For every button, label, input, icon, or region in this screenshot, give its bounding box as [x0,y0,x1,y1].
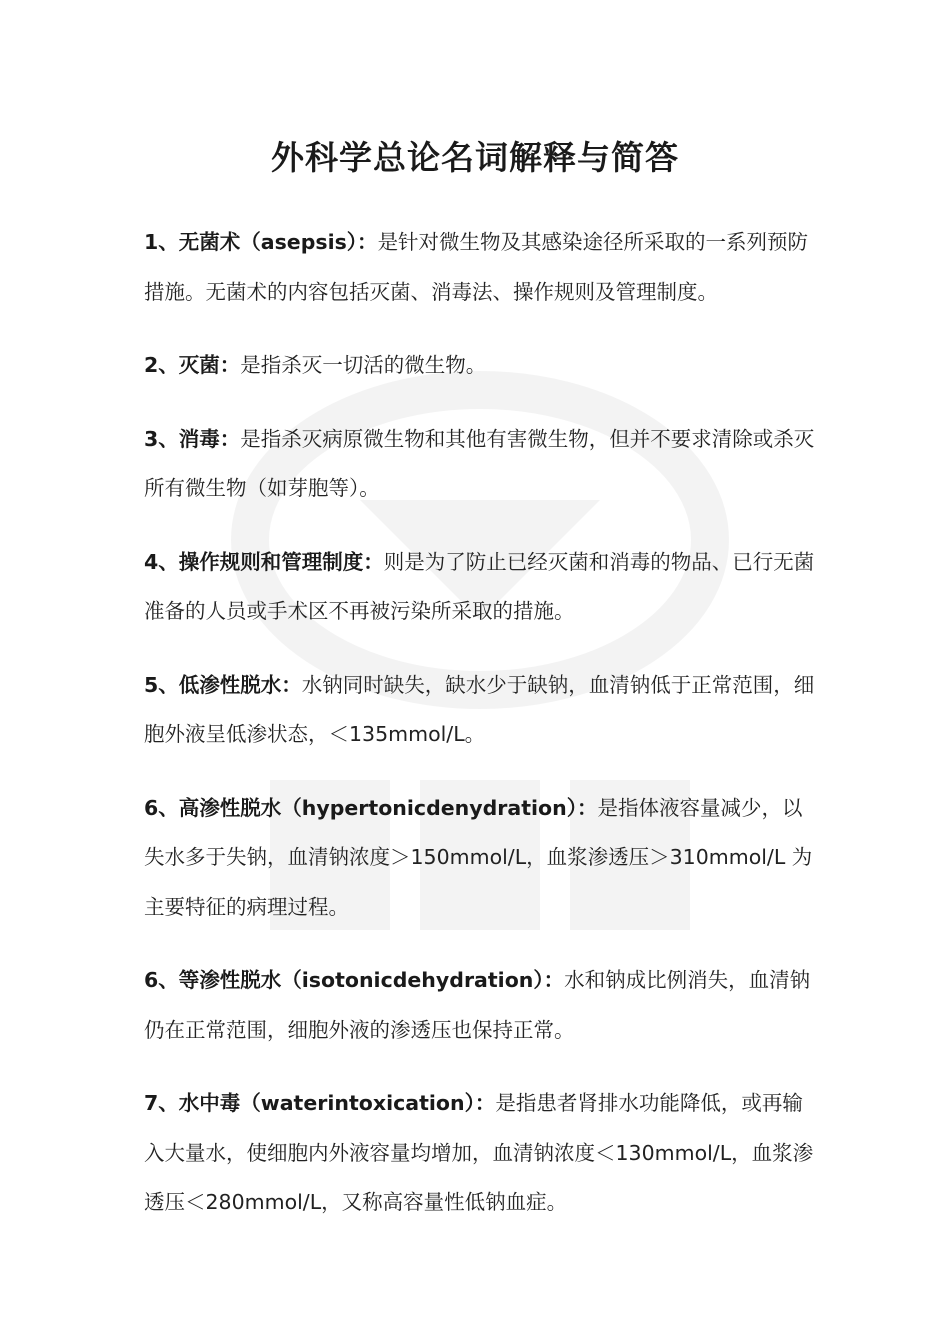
entry-sterilization [144,341,816,391]
entry-definition: 是指患者肾排水功能降低，或再输入大量水，使细胞内外液容量均增加，血清钠浓度＜130mmol/L，血浆渗透压＜280mmol/L，又称高容量性低钠血症。 [144,1091,814,1214]
entry-definition: 是针对微生物及其感染途径所采取的一系列预防措施。无菌术的内容包括灭菌、消毒法、操作规则及管理制度。 [144,230,809,304]
entry-term: 等渗性脱水（isotonicdehydration）： [178,968,565,992]
entry-number: 1、 [144,230,179,254]
entry-term: 操作规则和管理制度： [178,549,384,574]
entry-definition: 水和钠成比例消失，血清钠仍在正常范围，细胞外液的渗透压也保持正常。 [144,968,811,1042]
entry-number: 5、 [144,672,179,697]
entry-definition: 是指杀灭一切活的微生物。 [240,353,487,377]
entry-number: 6、 [144,795,179,820]
entry-water-intoxication [144,1079,816,1228]
entry-number: 4、 [144,549,179,574]
entry-term: 低渗性脱水： [178,672,302,697]
entry-number: 6、 [144,968,179,992]
entry-list [144,218,816,1252]
entry-term: 水中毒（waterintoxication）： [178,1091,496,1115]
entry-term: 高渗性脱水（hypertonicdenydration）： [178,795,598,820]
entry-aseptic-technique [144,218,816,317]
entry-operating-rules [144,538,816,637]
entry-term: 灭菌： [178,353,241,377]
entry-disinfection [144,415,816,514]
entry-definition: 是指杀灭病原微生物和其他有害微生物，但并不要求清除或杀灭所有微生物（如芽胞等）。 [144,426,815,500]
entry-definition: 则是为了防止已经灭菌和消毒的物品、已行无菌准备的人员或手术区不再被污染所采取的措施。 [144,549,815,623]
entry-number: 7、 [144,1091,179,1115]
entry-definition: 是指体液容量减少，以失水多于失钠，血清钠浓度＞150mmol/L，血浆渗透压＞310mmol/L 为主要特征的病理过程。 [144,795,813,919]
page-title: 外科学总论名词解释与简答 [271,138,679,177]
entry-term: 消毒： [178,426,241,451]
entry-hypertonic-dehydration [144,784,816,933]
entry-number: 3、 [144,426,179,451]
entry-isotonic-dehydration [144,956,816,1055]
entry-term: 无菌术（asepsis）： [178,230,378,254]
entry-number: 2、 [144,353,179,377]
entry-hypotonic-dehydration [144,661,816,760]
entry-definition: 水钠同时缺失，缺水少于缺钠，血清钠低于正常范围，细胞外液呈低渗状态，＜135mmol/L。 [144,672,815,746]
